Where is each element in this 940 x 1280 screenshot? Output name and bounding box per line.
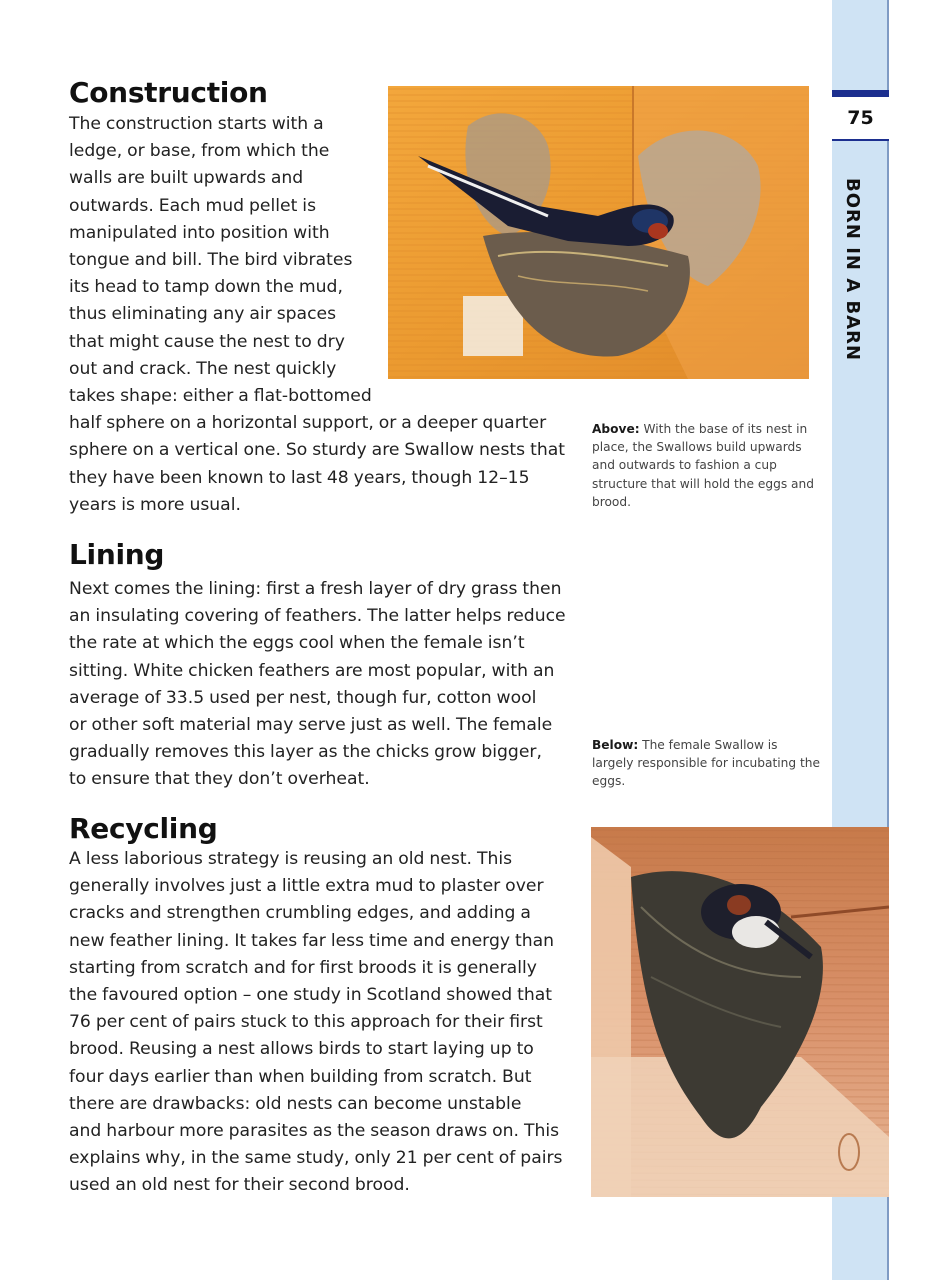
text-line: that might cause the nest to dry bbox=[69, 331, 345, 352]
text-line: thus eliminating any air spaces bbox=[69, 304, 337, 325]
page-number-box bbox=[832, 90, 889, 141]
caption-below bbox=[592, 736, 822, 791]
heading-recycling: Recycling bbox=[69, 812, 218, 845]
text-line: explains why, in the same study, only 21 per cent of pairs bbox=[69, 1148, 563, 1169]
text-line: or other soft material may serve just as well. The female bbox=[69, 715, 553, 736]
photo-swallow-building-nest bbox=[388, 86, 809, 379]
text-line: half sphere on a horizontal support, or a deeper quarter bbox=[69, 413, 547, 434]
heading-construction: Construction bbox=[69, 76, 268, 109]
photo-female-swallow-incubating bbox=[591, 827, 889, 1197]
text-line: its head to tamp down the mud, bbox=[69, 277, 343, 298]
text-line: the favoured option – one study in Scotland showed that bbox=[69, 985, 553, 1006]
text-line: A less laborious strategy is reusing an old nest. This bbox=[69, 849, 513, 869]
text-line: an insulating covering of feathers. The latter helps reduce bbox=[69, 606, 566, 627]
text-line: ledge, or base, from which the bbox=[69, 141, 330, 162]
text-line: sitting. White chicken feathers are most popular, with an bbox=[69, 660, 555, 681]
text-line: the rate at which the eggs cool when the female isn’t bbox=[69, 633, 525, 654]
text-line: they have been known to last 48 years, though 12–15 bbox=[69, 467, 530, 488]
caption-above bbox=[592, 420, 822, 511]
text-line: and harbour more parasites as the season draws on. This bbox=[69, 1121, 560, 1142]
text-line: brood. Reusing a nest allows birds to start laying up to bbox=[69, 1039, 534, 1060]
text-line: walls are built upwards and bbox=[69, 168, 304, 189]
text-line: to ensure that they don’t overheat. bbox=[69, 769, 370, 790]
text-line: generally involves just a little extra mud to plaster over bbox=[69, 876, 544, 897]
text-line: gradually removes this layer as the chicks grow bigger, bbox=[69, 742, 542, 763]
text-line: tongue and bill. The bird vibrates bbox=[69, 250, 353, 271]
text-line: used an old nest for their second brood. bbox=[69, 1175, 410, 1196]
text-line: The construction starts with a bbox=[69, 114, 324, 134]
text-line: years is more usual. bbox=[69, 494, 241, 515]
caption-below-label: Below: bbox=[592, 738, 639, 752]
chapter-title: BORN IN A BARN bbox=[842, 178, 863, 362]
text-line: sphere on a vertical one. So sturdy are Swallow nests that bbox=[69, 440, 565, 461]
text-line: four days earlier than when building from scratch. But bbox=[69, 1066, 532, 1087]
text-line: outwards. Each mud pellet is bbox=[69, 195, 317, 216]
paragraph-recycling bbox=[69, 846, 563, 1200]
text-line: takes shape: either a flat-bottomed bbox=[69, 386, 372, 407]
page-number: 75 bbox=[847, 107, 874, 129]
heading-lining: Lining bbox=[69, 538, 165, 571]
text-line: manipulated into position with bbox=[69, 222, 330, 243]
caption-below-text: The female Swallow is largely responsible for incubating the eggs. bbox=[592, 738, 820, 789]
text-line: out and crack. The nest quickly bbox=[69, 358, 337, 379]
page-edge bbox=[888, 0, 940, 1280]
text-line: Next comes the lining: first a fresh layer of dry grass then bbox=[69, 579, 562, 599]
caption-above-text: With the base of its nest in place, the Swallows build upwards and outwards to fashion a cup structure that will hold the eggs and brood. bbox=[592, 422, 814, 509]
caption-above-label: Above: bbox=[592, 422, 640, 436]
paragraph-lining bbox=[69, 576, 566, 794]
text-line: starting from scratch and for first broods it is generally bbox=[69, 957, 537, 978]
text-line: new feather lining. It takes far less time and energy than bbox=[69, 930, 555, 951]
text-line: cracks and strengthen crumbling edges, and adding a bbox=[69, 903, 531, 924]
text-line: average of 33.5 used per nest, though fur, cotton wool bbox=[69, 687, 537, 708]
text-line: 76 per cent of pairs stuck to this approach for their first bbox=[69, 1012, 543, 1033]
text-line: there are drawbacks: old nests can become unstable bbox=[69, 1093, 522, 1114]
